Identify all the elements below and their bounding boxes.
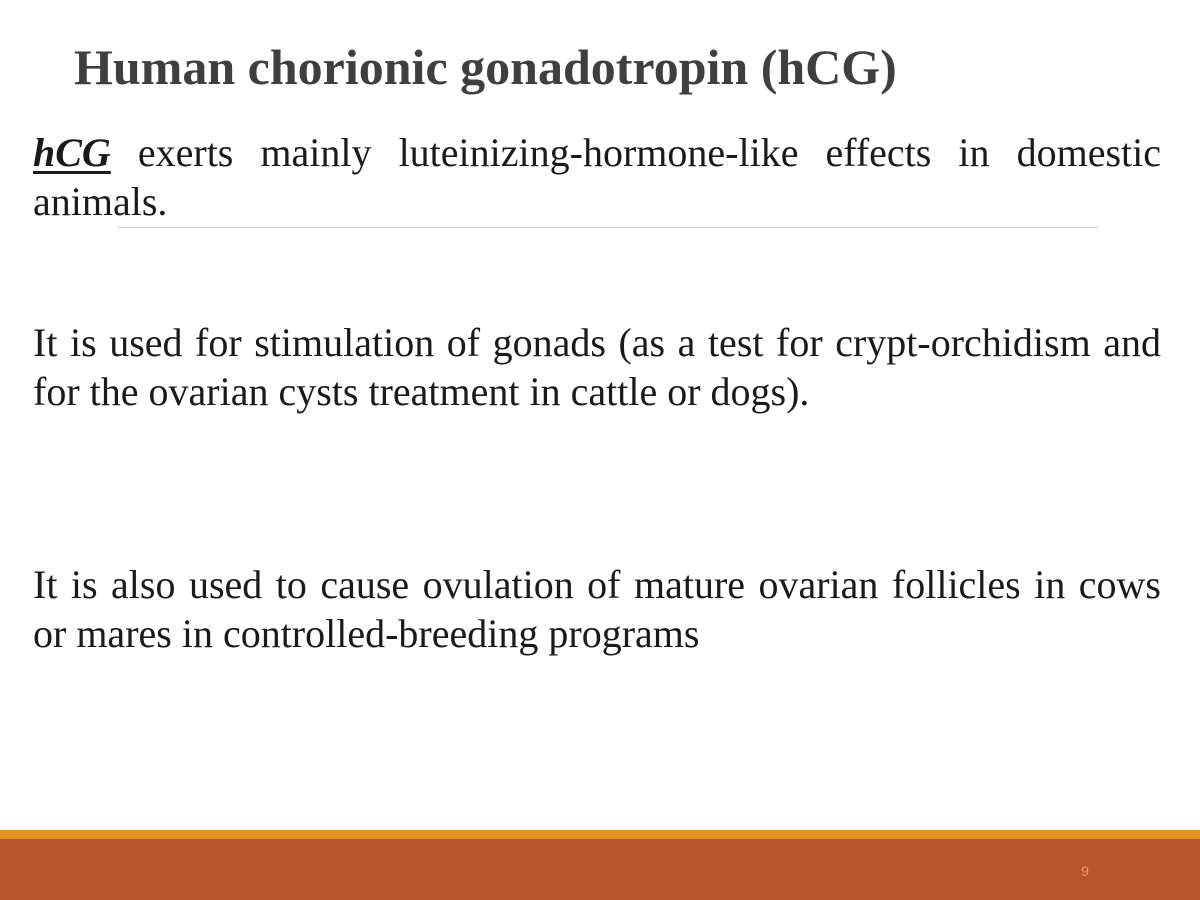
paragraph-hcg-effects-text: exerts mainly luteinizing-hormone-like effects in domestic animals. [33, 130, 1161, 224]
paragraph-gonad-stimulation: It is used for stimulation of gonads (as a test for crypt-orchidism and for the ovarian cysts treatment in cattle or dogs). [33, 320, 1161, 414]
paragraph-ovulation: It is also used to cause ovulation of mature ovarian follicles in cows or mares in controlled-breeding programs [33, 562, 1161, 656]
paragraph-hcg-effects [33, 128, 1161, 226]
page-number: 9 [1081, 863, 1089, 879]
slide-title: Human chorionic gonadotropin (hCG) [74, 39, 897, 95]
footer-accent-stripe [0, 830, 1200, 839]
footer-bar [0, 839, 1200, 900]
hcg-term: hCG [33, 130, 111, 175]
divider-line [118, 227, 1098, 228]
